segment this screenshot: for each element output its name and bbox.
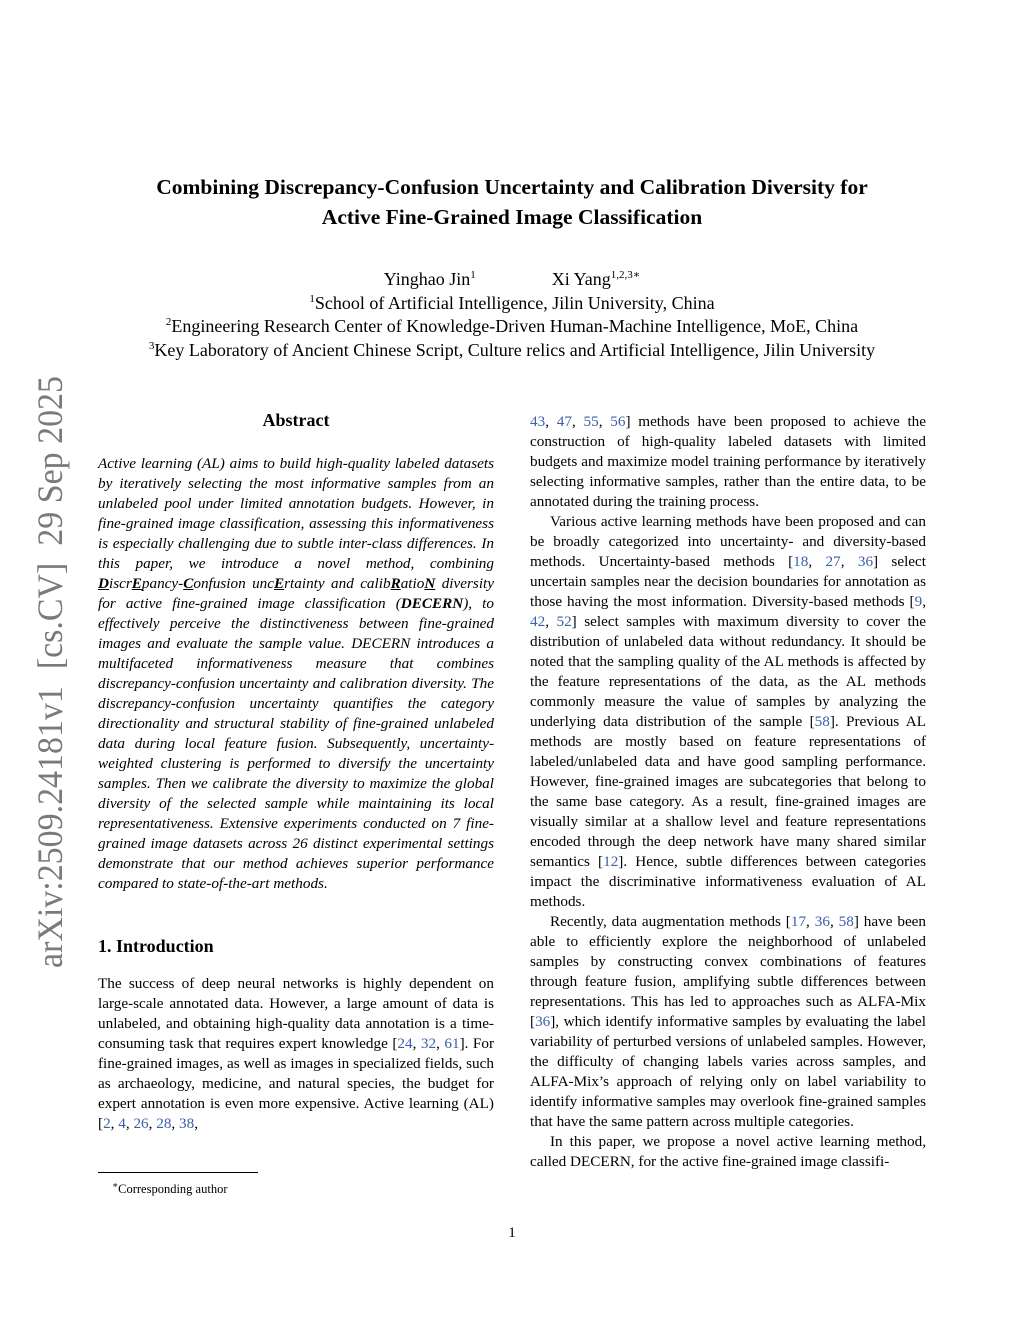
text-run: ,: [436, 1035, 445, 1052]
citation-link[interactable]: 12: [603, 853, 619, 870]
right-paragraph-1: [530, 412, 926, 512]
abstract-text: ), to effectively perceive the distinctiveness between fine-grained images and evaluate the sample value. DECERN introduces a multifaceted informativeness measure that combines discrepancy-confusion uncertainty and calibration diversity. The discrepancy-confusion uncertainty quantifies the category directionality and structural stability of fine-grained unlabeled data during local feature fusion. Subsequently, uncertainty-weighted clustering is performed to diversify the uncertainty samples. Then we calibrate the diversity to maximize the global diversity of the selected sample while maintaining its local representativeness. Extensive experiments conducted on 7 fine-grained image datasets across 26 distinct experimental settings demonstrate that our method achieves superior performance compared to state-of-the-art methods.: [98, 595, 494, 892]
author-affiliation-mark: 1: [470, 269, 476, 281]
citation-link[interactable]: 61: [444, 1035, 460, 1052]
acronym-segment: E: [131, 575, 142, 592]
text-run: ,: [829, 913, 839, 930]
text-run: ,: [806, 913, 815, 930]
text-run: ] methods have been proposed to achieve the construction of high-quality labeled datasets with limited budgets and maximize model training performance by iteratively selecting informative samples, rather than the entire data, to be annotated during the training process.: [530, 413, 927, 510]
citation-link[interactable]: 4: [118, 1115, 126, 1132]
affiliation-3: [100, 339, 924, 363]
author-1: [384, 269, 476, 289]
arxiv-id-text: arXiv:2509.24181v1 [cs.CV] 29 Sep 2025: [30, 372, 70, 968]
affiliation-2: [100, 315, 924, 339]
intro-paragraph-1: [98, 974, 494, 1134]
acronym-segment: onfusion unc: [193, 575, 274, 592]
citation-link[interactable]: 9: [914, 593, 923, 610]
footnote-mark: ∗: [112, 1180, 119, 1190]
abstract-text: Active learning (AL) aims to build high-quality labeled datasets by iteratively selecting the most informative samples from an unlabeled pool under limited annotation budgets. However, in fine-grained image classification, assessing this informativeness is especially challenging due to subtle inter-class differences. In this paper, we introduce a novel method, combining: [98, 455, 494, 572]
abstract-text: diversity for active fine-grained image classification (: [98, 575, 494, 612]
citation-link[interactable]: 26: [133, 1115, 149, 1132]
citation-link[interactable]: 38: [179, 1115, 195, 1132]
acronym-segment: C: [183, 575, 194, 592]
citation-link[interactable]: 18: [793, 553, 809, 570]
citation-link[interactable]: 43: [530, 413, 546, 430]
text-run: Recently, data augmentation methods [: [550, 913, 791, 930]
acronym-segment: rtainty and calib: [284, 575, 391, 592]
text-run: ,: [194, 1115, 198, 1132]
right-column: [530, 412, 926, 1172]
affiliation-text: Key Laboratory of Ancient Chinese Script, Culture relics and Artificial Intelligence, Jilin University: [154, 339, 876, 360]
affiliation-text: School of Artificial Intelligence, Jilin University, China: [314, 292, 715, 313]
citation-link[interactable]: 52: [556, 613, 572, 630]
acronym-segment: R: [390, 575, 401, 592]
affiliation-1: [100, 292, 924, 316]
acronym-segment: atio: [400, 575, 425, 592]
citation-link[interactable]: 17: [790, 913, 807, 930]
text-run: ,: [545, 413, 557, 430]
text-run: ,: [171, 1115, 179, 1132]
affiliation-text: Engineering Research Center of Knowledge-Driven Human-Machine Intelligence, MoE, China: [171, 316, 859, 336]
acronym-segment: iscr: [108, 575, 132, 592]
affiliation-mark: 3: [148, 339, 155, 352]
footnote-rule: [98, 1172, 258, 1173]
text-run: ]. For fine-grained images, as well as images in specialized fields, such as archaeology, medicine, and natural species, the budget for expert annotation is even more expensive. Active learning (AL) [: [98, 1035, 495, 1132]
abstract-heading: Abstract: [262, 410, 330, 430]
text-run: ,: [840, 553, 858, 570]
text-run: ]. Hence, subtle differences between categories impact the discriminative informativeness evaluation of AL methods.: [530, 853, 926, 910]
method-name: DECERN: [400, 595, 464, 612]
right-paragraph-2: [530, 512, 926, 912]
arxiv-identifier-stamp: [6, 372, 92, 970]
citation-link[interactable]: 55: [583, 413, 599, 430]
introduction-heading: 1. Introduction: [98, 936, 214, 956]
text-run: ] select samples with maximum diversity to cover the distribution of unlabeled data without redundancy. It should be noted that the sampling quality of the AL methods is affected by the feature representations of the data, as the AL methods commonly measure the value of samples by analyzing the underlying data distribution of the sample [: [530, 613, 926, 730]
text-run: ], which identify informative samples by evaluating the label variability of perturbed versions of unlabeled samples. However, the difficulty of changing labels varies across samples, and ALFA-Mix’s approach of relying only on label variability to identify informative samples may overlook fine-grained samples that have the same pattern across multiple categories.: [530, 1013, 926, 1130]
page-number: 1: [508, 1225, 516, 1241]
paper-title: [100, 172, 924, 232]
citation-link[interactable]: 58: [838, 913, 854, 930]
text-run: ,: [598, 413, 611, 430]
title-line-2: Active Fine-Grained Image Classification: [321, 205, 703, 229]
citation-link[interactable]: 36: [814, 913, 830, 930]
left-column: [98, 408, 494, 1134]
affiliation-mark: 2: [165, 316, 172, 328]
acronym-segment: D: [98, 575, 109, 592]
citation-link[interactable]: 36: [857, 553, 874, 570]
citation-link[interactable]: 47: [556, 413, 572, 430]
text-run: ]. Previous AL methods are mostly based on feature representations of labeled/unlabeled data and have good sampling performance. However, fine-grained images are subcategories that belong to the same base category. As a result, fine-grained images are visually similar at a shallow level and feature representations encoded through the deep network have many shared similar semantics [: [530, 713, 926, 870]
citation-link[interactable]: 24: [397, 1035, 413, 1052]
author-name: Yinghao Jin: [383, 269, 471, 289]
acronym-segment: pancy-: [141, 575, 184, 592]
citation-link[interactable]: 32: [420, 1035, 437, 1052]
text-run: The success of deep neural networks is highly dependent on large-scale annotated data. However, a large amount of data is unlabeled, and obtaining high-quality data annotation is a time-consuming task that requires expert knowledge [: [98, 975, 494, 1052]
right-paragraph-4: In this paper, we propose a novel active learning method, called DECERN, for the active fine-grained image classifi-: [530, 1133, 926, 1170]
text-run: ,: [148, 1115, 157, 1132]
footnote-text: Corresponding author: [118, 1182, 228, 1197]
text-run: ,: [545, 613, 557, 630]
citation-link[interactable]: 42: [530, 613, 546, 630]
text-run: ,: [922, 593, 926, 610]
method-acronym-expansion: [98, 575, 435, 592]
author-name: Xi Yang: [551, 269, 611, 289]
author-block: [100, 268, 924, 362]
footnote: [112, 1177, 227, 1197]
acronym-segment: E: [274, 575, 285, 592]
citation-link[interactable]: 28: [156, 1115, 172, 1132]
citation-link[interactable]: 56: [610, 413, 626, 430]
citation-link[interactable]: 2: [103, 1115, 111, 1132]
text-run: ,: [412, 1035, 421, 1052]
text-run: ,: [110, 1115, 119, 1132]
author-2: [552, 269, 641, 289]
author-affiliation-mark: 1,2,3∗: [610, 269, 641, 281]
title-line-1: Combining Discrepancy-Confusion Uncertainty and Calibration Diversity for: [156, 175, 868, 199]
text-run: ,: [571, 413, 584, 430]
text-run: ,: [808, 553, 826, 570]
author-names: [100, 268, 924, 292]
citation-link[interactable]: 27: [825, 553, 841, 570]
abstract-body: [98, 454, 494, 894]
acronym-segment: N: [424, 575, 436, 592]
text-run: Various active learning methods have been proposed and can be broadly categorized into uncertainty- and diversity-based methods. Uncertainty-based methods [: [530, 513, 926, 570]
text-run: ] have been able to efficiently explore the neighborhood of unlabeled samples by constructing convex combinations of features through feature fusion, amplifying subtle differences between representations. This has led to approaches such as ALFA-Mix [: [530, 913, 927, 1030]
text-run: ,: [125, 1115, 134, 1132]
right-paragraph-3: [530, 912, 926, 1132]
citation-link[interactable]: 36: [535, 1013, 551, 1030]
citation-link[interactable]: 58: [814, 713, 830, 730]
text-run: ] select uncertain samples near the decision boundaries for annotation as those having the most information. Diversity-based methods [: [530, 553, 927, 610]
affiliation-mark: 1: [309, 292, 315, 305]
